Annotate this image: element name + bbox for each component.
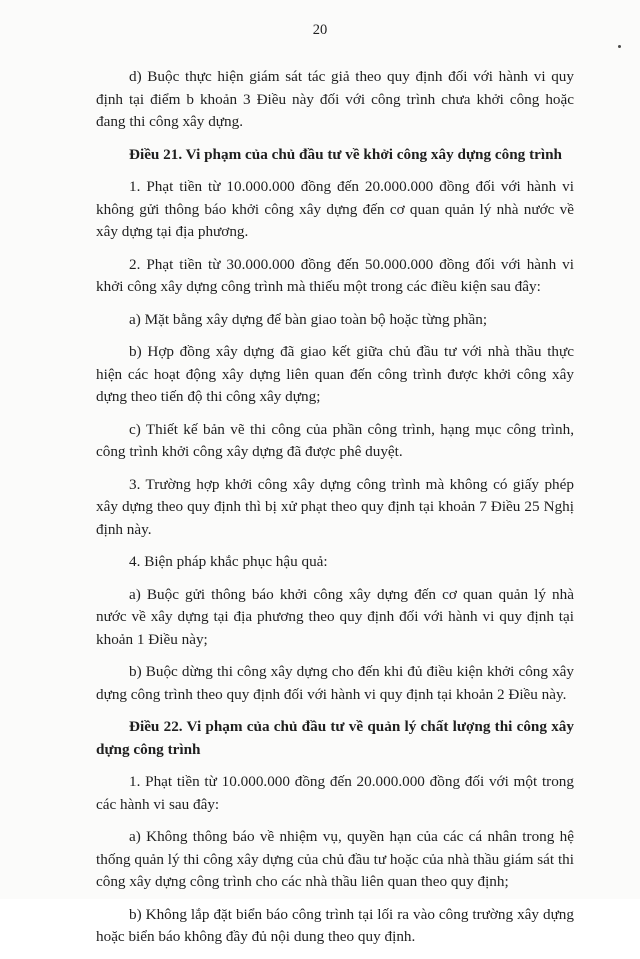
- article-21-clause-2c: c) Thiết kế bản vẽ thi công của phần công trình, hạng mục công trình, công trình khởi công xây dựng đã được phê duyệt.: [96, 420, 574, 460]
- scan-speck: [618, 45, 621, 48]
- article-21-clause-4a: a) Buộc gửi thông báo khởi công xây dựng đến cơ quan quản lý nhà nước về xây dựng tại địa phương theo quy định đối với hành vi quy định tại khoản 1 Điều này;: [96, 585, 574, 648]
- page-number: 20: [312, 22, 328, 38]
- article-21-clause-2a: a) Mặt bằng xây dựng để bàn giao toàn bộ hoặc từng phần;: [129, 310, 488, 328]
- article-21-heading: Điều 21. Vi phạm của chủ đầu tư về khởi công xây dựng công trình: [129, 145, 562, 163]
- article-21-clause-4b: b) Buộc dừng thi công xây dựng cho đến khi đủ điều kiện khởi công xây dựng công trình theo quy định đối với hành vi quy định tại khoản 2 Điều này.: [96, 663, 574, 703]
- article-22-heading: Điều 22. Vi phạm của chủ đầu tư về quản lý chất lượng thi công xây dựng công trình: [96, 718, 574, 758]
- article-22-clause-1a: a) Không thông báo về nhiệm vụ, quyền hạn của các cá nhân trong hệ thống quản lý thi công xây dựng của chủ đầu tư hoặc của nhà thầu giám sát thi công xây dựng công trình cho các nhà thầu liên quan theo quy định;: [96, 828, 574, 890]
- article-22-clause-1b: b) Không lắp đặt biển báo công trình tại lối ra vào công trường xây dựng hoặc biển báo không đầy đủ nội dung theo quy định.: [96, 905, 574, 945]
- article-21-clause-1: 1. Phạt tiền từ 10.000.000 đồng đến 20.000.000 đồng đối với hành vi không gửi thông báo khởi công xây dựng đến cơ quan quản lý nhà nước về xây dựng tại địa phương.: [96, 178, 574, 240]
- article-21-clause-2: 2. Phạt tiền từ 30.000.000 đồng đến 50.000.000 đồng đối với hành vi khởi công xây dựng công trình mà thiếu một trong các điều kiện sau đây:: [96, 255, 574, 295]
- article-21-clause-4: 4. Biện pháp khắc phục hậu quả:: [129, 553, 328, 570]
- article-22-clause-1: 1. Phạt tiền từ 10.000.000 đồng đến 20.000.000 đồng đối với một trong các hành vi sau đây:: [96, 773, 574, 813]
- article-21-clause-2b: b) Hợp đồng xây dựng đã giao kết giữa chủ đầu tư với nhà thầu thực hiện các hoạt động xây dựng liên quan đến công trình được khởi công xây dựng theo tiến độ thi công xây dựng;: [96, 343, 574, 405]
- document-body: [96, 66, 574, 959]
- paragraph-d-supervision: d) Buộc thực hiện giám sát tác giả theo quy định đối với hành vi quy định tại điểm b khoản 3 Điều này đối với công trình chưa khởi công hoặc đang thi công xây dựng.: [96, 68, 574, 130]
- article-21-clause-3: 3. Trường hợp khởi công xây dựng công trình mà không có giấy phép xây dựng theo quy định thì bị xử phạt theo quy định tại khoản 7 Điều 25 Nghị định này.: [96, 475, 574, 538]
